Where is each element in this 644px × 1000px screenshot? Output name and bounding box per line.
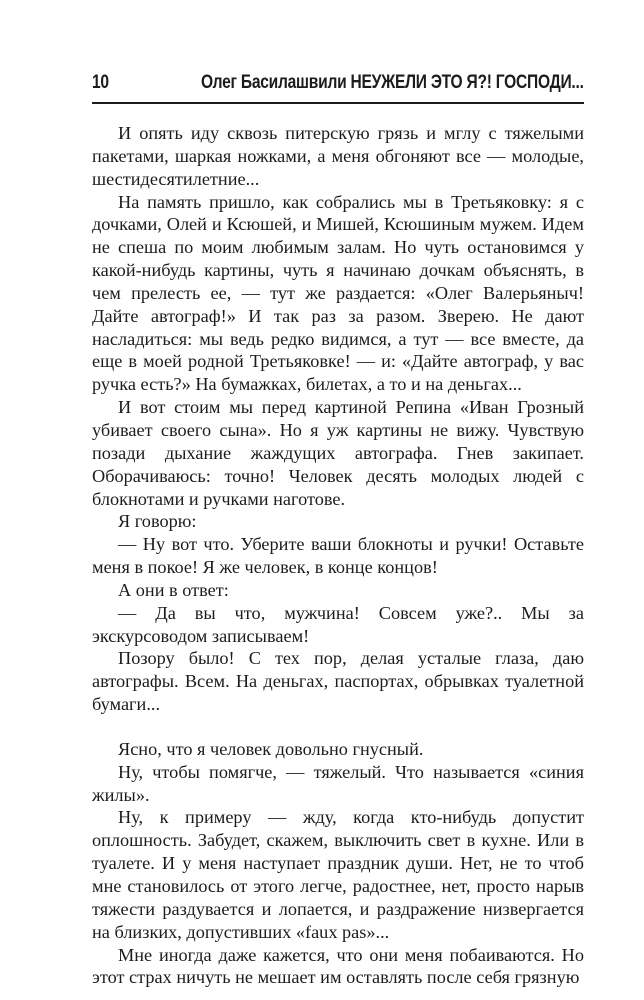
header-rule xyxy=(92,102,584,104)
paragraph: — Ну вот что. Уберите ваши блокноты и ручки! Оставьте меня в покое! Я же человек, в конце концов! xyxy=(92,534,584,578)
paragraph: Ну, чтобы помягче, — тяжелый. Что называется «синия жилы». xyxy=(92,761,584,805)
paragraph: Мне иногда даже кажется, что они меня побаиваются. Но этот страх ничуть не мешает им оставлять после себя грязную xyxy=(92,944,584,988)
page-number: 10 xyxy=(92,72,109,93)
running-title: Олег Басилашвили НЕУЖЕЛИ ЭТО Я?! ГОСПОДИ... xyxy=(201,72,584,93)
paragraph: И опять иду сквозь питерскую грязь и мглу с тяжелыми пакетами, шаркая ножками, а меня обгоняют все — молодые, шестидесятилетние... xyxy=(92,123,584,189)
paragraph: — Да вы что, мужчина! Совсем уже?.. Мы за экскурсоводом записываем! xyxy=(92,602,584,646)
paragraph: На память пришло, как собрались мы в Третьяковку: я с дочками, Олей и Ксюшей, и Мишей, Ксюшиным мужем. Идем не спеша по моим любимым залам. Но чуть остановимся у какой-нибудь картины, чуть я начинаю дочкам объяснять, в чем прелесть ее, — тут же раздается: «Олег Валерьяныч! Дайте автограф!» И так раз за разом. Зверею. Не дают насладиться: мы ведь редко видимся, а тут — все вместе, да еще в моей родной Третьяковке! — и: «Дайте автограф, у вас ручка есть?» На бумажках, билетах, а то и на деньгах... xyxy=(92,191,584,395)
running-header xyxy=(92,68,584,98)
paragraph: Ну, к примеру — жду, когда кто-нибудь допустит оплошность. Забудет, скажем, выключить свет в кухне. Или в туалете. И у меня наступает праздник души. Нет, не то чтоб мне становилось от этого легче, радостнее, нет, просто нарыв тяжести раздувается и лопается, и раздражение низвергается на близких, допустивших «faux pas»... xyxy=(92,807,584,942)
body-text xyxy=(92,122,584,989)
paragraph: А они в ответ: xyxy=(118,579,229,600)
paragraph: И вот стоим мы перед картиной Репина «Иван Грозный убивает своего сына». Но я уж картины не вижу. Чувствую позади дыхание жаждущих автографа. Гнев закипает. Оборачиваюсь: точно! Человек десять молодых людей с блокнотами и ручками наготове. xyxy=(92,397,584,509)
paragraph: Позору было! С тех пор, делая усталые глаза, даю автографы. Всем. На деньгах, паспортах, обрывках туалетной бумаги... xyxy=(92,648,584,715)
paragraph: Я говорю: xyxy=(118,511,197,532)
paragraph: Ясно, что я человек довольно гнусный. xyxy=(118,738,424,759)
section-break xyxy=(92,716,584,738)
